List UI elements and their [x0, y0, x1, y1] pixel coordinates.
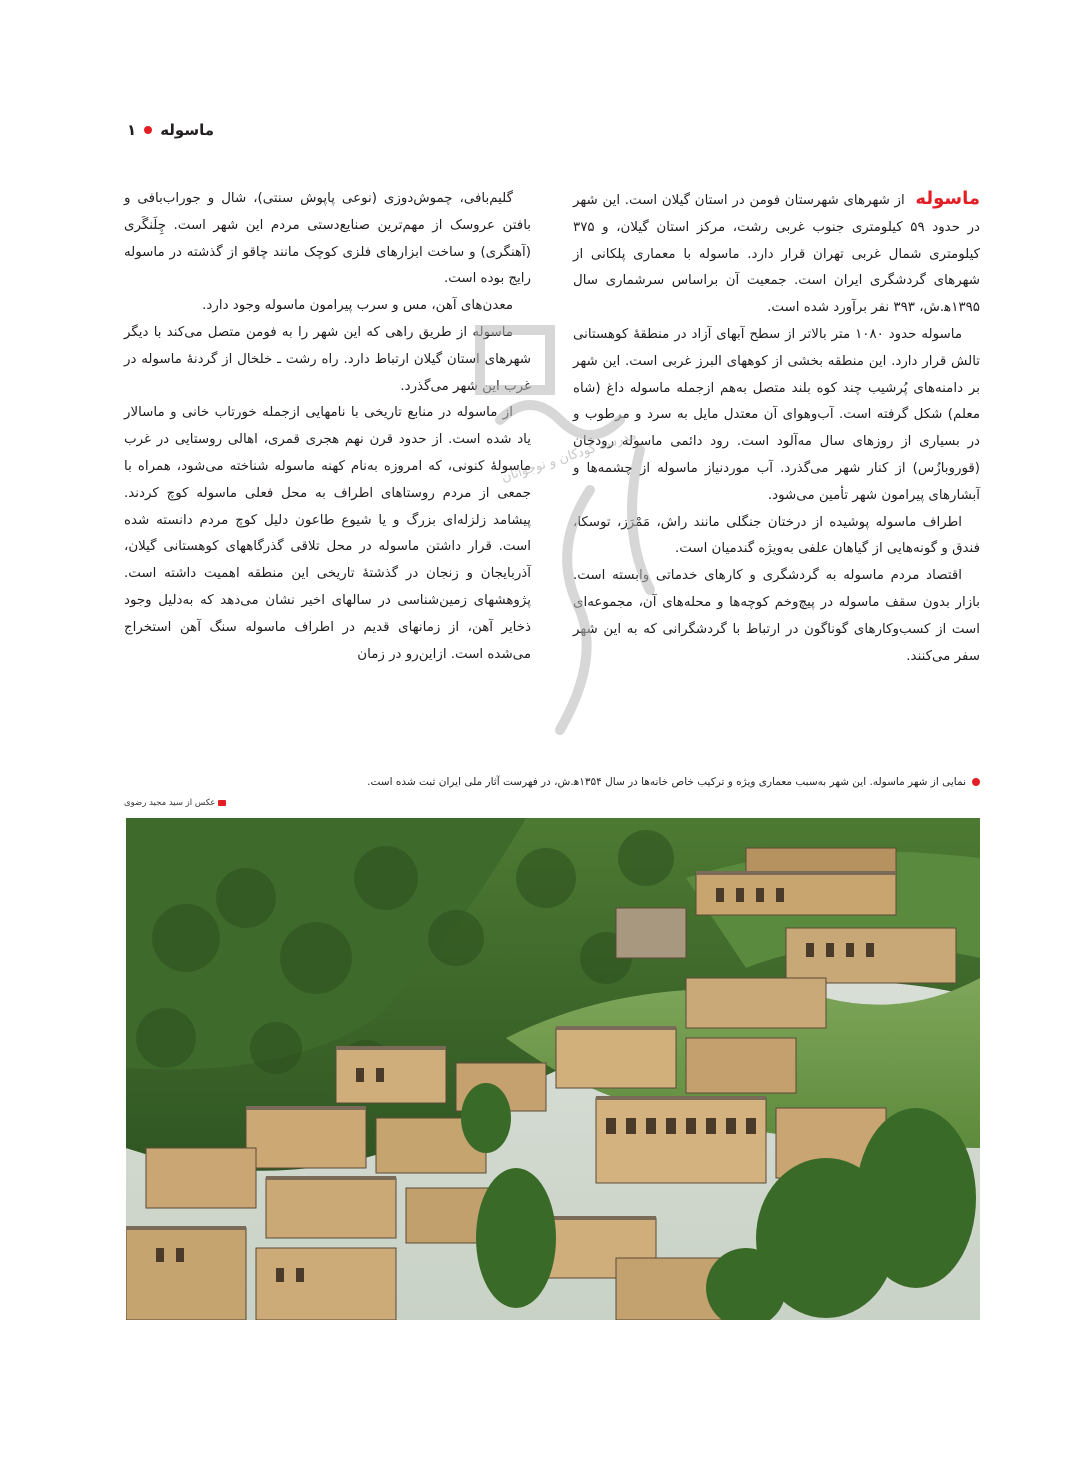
paragraph-text: از شهرهای شهرستان فومن در استان گیلان است. این شهر در حدود ۵۹ کیلومتری جنوب غربی رشت، مرکز استان گیلان، و ۳۷۵ کیلومتری شمال غربی تهران قرار دارد. ماسوله با معماری پلکانی از شهرهای گردشگری ایران است. جمعیت آن براساس سرشماری سال ۱۳۹۵ﻫ.ش، ۳۹۳ نفر برآورد شده است. [573, 193, 980, 316]
page-number: ۱ [127, 121, 137, 139]
right-text-column [573, 186, 980, 670]
masuleh-photo [126, 818, 980, 1320]
photo-caption [124, 776, 980, 788]
lead-word: ماسوله [915, 188, 980, 209]
header-title: ماسوله [160, 121, 214, 139]
paragraph: از ماسوله در منابع تاریخی با نامهایی ازجمله خورتاب خانی و ماسالار یاد شده است. از حدود قرن نهم هجری قمری، اهالی روستایی در غرب ماسولهٔ کنونی، که امروزه به‌نام کهنه ماسوله شناخته می‌شود، همراه با جمعی از مردم روستاهای اطراف به محل فعلی ماسوله کوچ کردند. پیشامد زلزله‌ای بزرگ و یا شیوع طاعون دلیل کوچ مردم دانسته شده است. قرار داشتن ماسوله در محل تلاقی گذرگاههای کوهستانی گیلان، آذربایجان و زنجان در گذشتهٔ تاریخی این منطقه اهمیت داشته است. پژوهشهای زمین‌شناسی در سالهای اخیر نشان می‌دهد که به‌دلیل وجود ذخایر آهن، از زمانهای قدیم در اطراف ماسوله سنگ آهن استخراج می‌شده است. ازاین‌رو در زمان [124, 405, 531, 662]
left-text-column [124, 186, 531, 668]
paragraph: معدن‌های آهن، مس و سرب پیرامون ماسوله وجود دارد. [202, 298, 513, 314]
photo-credit [124, 798, 226, 808]
paragraph: ماسوله از طریق راهی که این شهر را به فومن متصل می‌کند با دیگر شهرهای استان گیلان ارتباط دارد. راه رشت ـ خلخال از گردنهٔ ماسوله در غرب این شهر می‌گذرد. [124, 324, 531, 394]
paragraph [573, 186, 980, 322]
caption-bullet-icon [972, 778, 980, 786]
village-illustration [126, 818, 980, 1320]
photo-credit-text: عکس از سید مجید رضوی [124, 798, 216, 808]
running-header [124, 118, 214, 142]
caption-text: نمایی از شهر ماسوله. این شهر به‌سبب معماری ویژه و ترکیب خاص خانه‌ها در سال ۱۳۵۴ﻫ.ش، در فهرست آثار ملی ایران ثبت شده است. [367, 776, 966, 788]
paragraph: اقتصاد مردم ماسوله به گردشگری و کارهای خدماتی وابسته است. بازار بدون سقف ماسوله در پیچ‌وخم کوچه‌ها و محله‌های آن، مجموعه‌ای است از کسب‌وکارهای گوناگون در ارتباط با گردشگرانی که به این شهر سفر می‌کنند. [573, 568, 980, 664]
paragraph: گلیم‌بافی، چموش‌دوزی (نوعی پاپوش سنتی)، شال و جوراب‌بافی و بافتن عروسک از مهم‌ترین صنایع‌دستی مردم این شهر است. چِلَنگَری (آهنگری) و ساخت ابزارهای فلزی کوچک مانند چاقو از گذشته در ماسوله رایج بوده است. [124, 191, 531, 287]
watermark-text: مدرسه کودکان و نوجوانان [499, 427, 639, 486]
camera-icon [218, 800, 226, 806]
header-bullet-icon [144, 126, 152, 134]
paragraph: اطراف ماسوله پوشیده از درختان جنگلی مانند راش، مَمْرَز، توسکا، فندق و گونه‌هایی از گیاهان علفی به‌ویژه گندمیان است. [573, 514, 980, 557]
paragraph: ماسوله حدود ۱۰۸۰ متر بالاتر از سطح آبهای آزاد در منطقهٔ کوهستانی تالش قرار دارد. این منطقه بخشی از کوههای البرز غربی است. این شهر بر دامنه‌های پُرشیب چند کوه بلند متصل به‌هم ازجمله ماسوله داغ (شاه معلم) شکل گرفته است. آب‌وهوای آن معتدل مایل به سرد و مرطوب و در بسیاری از روزهای سال مه‌آلود است. رود دائمی ماسوله رودخان (قوروبازُس) از کنار شهر می‌گذرد. آب موردنیاز ماسوله از چشمه‌ها و آبشارهای پیرامون شهر تأمین می‌شود. [573, 326, 980, 503]
